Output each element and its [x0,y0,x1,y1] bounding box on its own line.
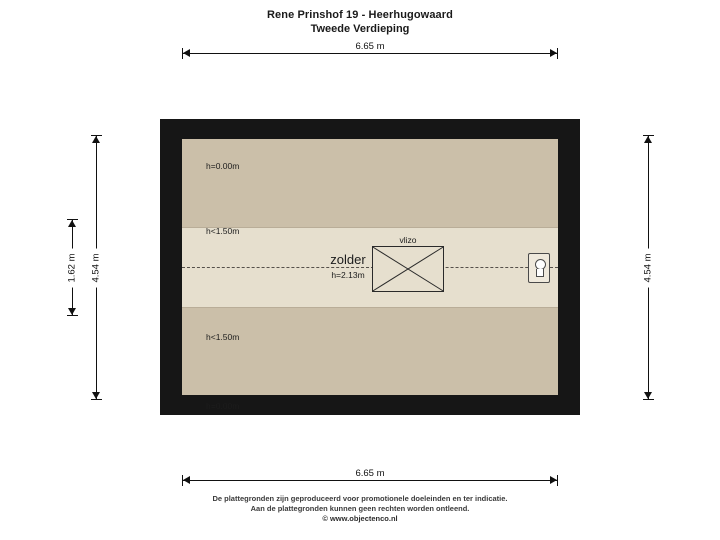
footer-disclaimer [0,494,720,524]
dimension-line [182,53,558,54]
height-label-bottom-zero: h=0.00m [206,401,240,411]
vlizo-hatch [372,235,444,292]
title-address: Rene Prinshof 19 - Heerhugowaard [267,9,453,21]
room-label-zolder: zolder [330,252,366,267]
dimension-arrow-bottom [644,392,652,399]
dimension-arrow-top [68,220,76,227]
dimension-left-outer [88,135,104,400]
footer-copyright: © www.objectenco.nl [322,514,398,523]
dimension-cap-bottom [67,315,78,316]
dimension-arrow-bottom [92,392,100,399]
dimension-bottom-width-label: 6.65 m [182,468,558,479]
dimension-arrow-top [92,136,100,143]
dimension-left-outer-label: 4.54 m [91,248,102,287]
bulb-base-icon [536,269,544,277]
center-axis-line [182,267,558,268]
light-fixture-icon [528,253,550,283]
footer-line-1: De plattegronden zijn geproduceerd voor promotionele doeleinden en ter indicatie. [212,494,508,503]
dimension-bottom-width [182,468,558,488]
dimension-cap-bottom [643,399,654,400]
vlizo-label: vlizo [399,235,417,245]
dimension-right-outer [640,135,656,400]
dimension-top-width-label: 6.65 m [182,41,558,52]
dimension-right-outer-label: 4.54 m [643,248,654,287]
dimension-left-inner-label: 1.62 m [67,248,78,287]
attic-interior [182,139,558,411]
height-label-top-low: h<1.50m [206,226,240,236]
dimension-arrow-bottom [68,308,76,315]
band-divider-bottom [182,307,558,308]
floor-plan [160,119,580,415]
room-height-label: h=2.13m [331,270,365,280]
page-title [0,8,720,36]
dimension-cap-bottom [91,399,102,400]
dimension-top-width [182,41,558,61]
height-label-top-zero: h=0.00m [206,161,240,171]
dimension-line [182,480,558,481]
title-floor: Tweede Verdieping [310,23,410,35]
dimension-arrow-top [644,136,652,143]
height-label-bottom-low: h<1.50m [206,332,240,342]
footer-line-2: Aan de plattegronden kunnen geen rechten worden ontleend. [250,504,470,513]
dimension-left-inner [64,219,80,316]
